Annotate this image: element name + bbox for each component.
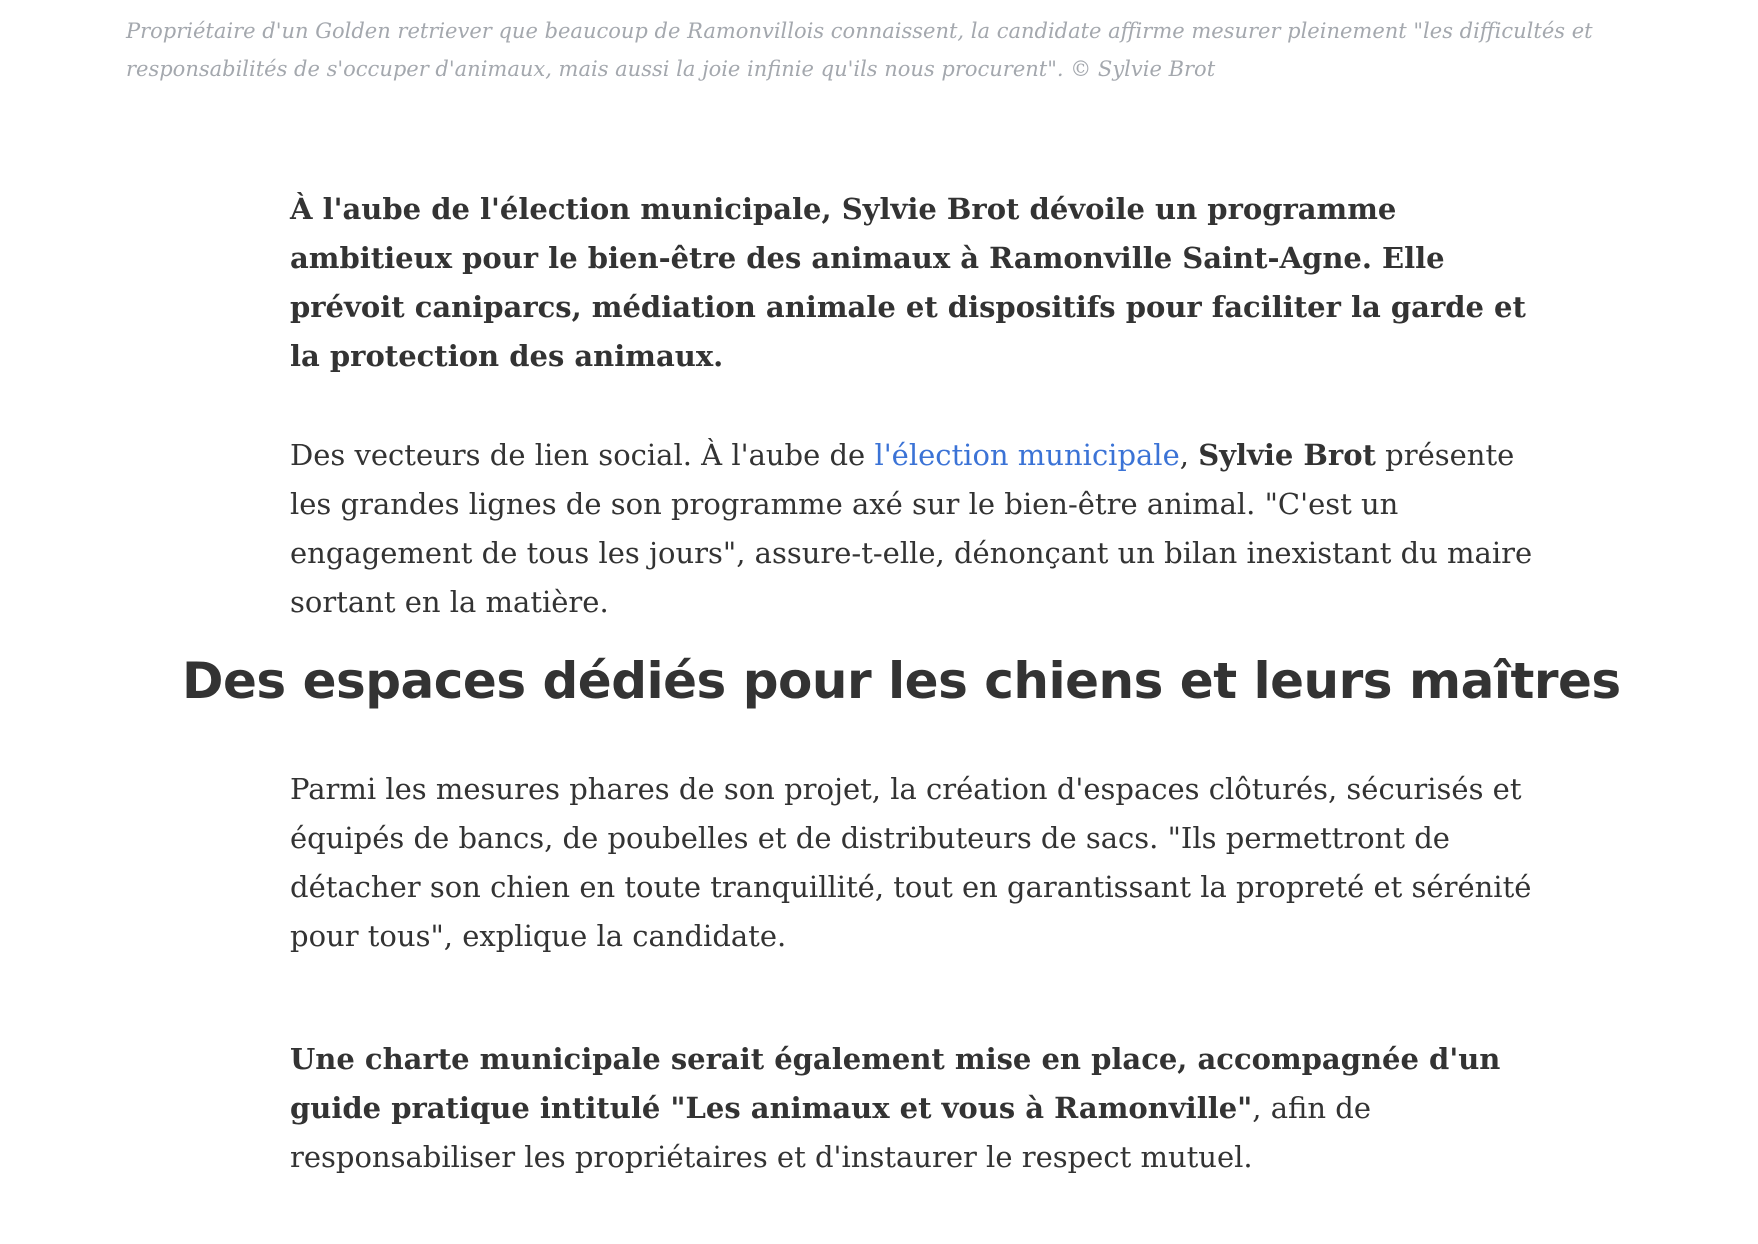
article-paragraph-1 <box>290 431 1560 627</box>
article-body <box>290 185 1560 619</box>
candidate-name: Sylvie Brot <box>1198 438 1376 472</box>
paragraph-1-text-start: Des vecteurs de lien social. À l'aube de <box>290 438 875 472</box>
paragraph-1-comma: , <box>1179 438 1199 472</box>
charte-municipale-highlight: Une charte municipale serait également mise en place, accompagnée d'un guide pratique intitulé "Les animaux et vous à Ramonville" <box>290 1042 1501 1125</box>
article-paragraph-2: Parmi les mesures phares de son projet, la création d'espaces clôturés, sécurisés et équipés de bancs, de poubelles et de distributeurs de sacs. "Ils permettront de détacher son chien en toute tranquillité, tout en garantissant la propreté et sérénité pour tous", explique la candidate. <box>290 772 1532 953</box>
article-lead: À l'aube de l'élection municipale, Sylvie Brot dévoile un programme ambitieux pour le bien-être des animaux à Ramonville Saint-Agne. Elle prévoit caniparcs, médiation animale et dispositifs pour faciliter la garde et la protection des animaux. <box>290 192 1526 373</box>
article-paragraph-3 <box>290 1035 1560 1182</box>
paragraph-3-text-end: , afin de responsabiliser les propriétaires et d'instaurer le respect mutuel. <box>290 1091 1371 1174</box>
election-municipale-link[interactable]: l'élection municipale <box>874 438 1180 472</box>
paragraph-1-text-end: présente les grandes lignes de son programme axé sur le bien-être animal. "C'est un engagement de tous les jours", assure-t-elle, dénonçant un bilan inexistant du maire sortant en la matière. <box>290 438 1533 619</box>
section-heading: Des espaces dédiés pour les chiens et leurs maîtres <box>182 652 1621 710</box>
image-caption: Propriétaire d'un Golden retriever que beaucoup de Ramonvillois connaissent, la candidate affirme mesurer pleinement "les difficultés et responsabilités de s'occuper d'animaux, mais aussi la joie infinie qu'ils nous procurent". © Sylvie Brot <box>126 19 1593 81</box>
